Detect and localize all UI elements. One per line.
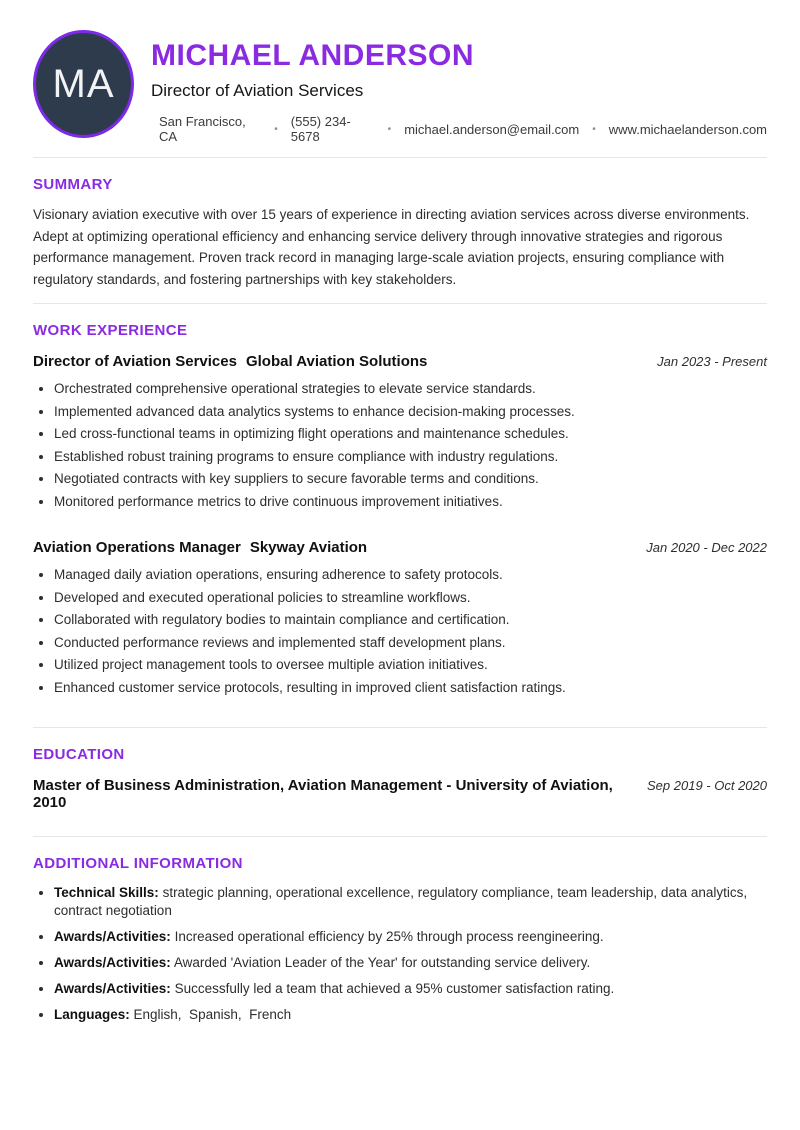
work-experience-heading: WORK EXPERIENCE xyxy=(33,322,188,339)
education-dates: Sep 2019 - Oct 2020 xyxy=(647,778,767,793)
summary-section xyxy=(33,176,767,290)
section-gap xyxy=(33,702,767,714)
section-divider xyxy=(33,727,767,728)
contact-website: www.michaelanderson.com xyxy=(608,121,767,137)
additional-info-item xyxy=(54,928,767,946)
additional-info-text: English, Spanish, French xyxy=(133,1007,292,1022)
bullet-item: • Led cross-functional teams in optimizing flight operations and maintenance schedules. xyxy=(54,426,767,442)
contact-email: michael.anderson@email.com xyxy=(404,121,580,137)
work-experience-section xyxy=(33,322,767,714)
job-header-row xyxy=(33,539,767,556)
summary-text: Visionary aviation executive with over 15 years of experience in directing aviation services across diverse environments. Adept at optimizing operational efficiency and enhancing service delivery through innovative strategies and rigorous performance management. Proven track record in managing large-scale aviation projects, ensuring compliance with regulatory standards, and fostering partnerships with key stakeholders. xyxy=(33,207,750,287)
section-divider xyxy=(33,303,767,304)
job-entry xyxy=(33,353,767,510)
bullet-item: • Implemented advanced data analytics systems to enhance decision-making processes. xyxy=(54,404,767,420)
section-divider xyxy=(33,157,767,158)
section-gap xyxy=(33,811,767,823)
additional-info-label: Awards/Activities: xyxy=(54,929,171,944)
additional-info-list xyxy=(33,884,767,1024)
additional-info-label: Technical Skills: xyxy=(54,885,159,900)
bullet-item: • Established robust training programs to ensure compliance with industry regulations. xyxy=(54,449,767,465)
job-bullet-list xyxy=(33,381,767,510)
job-company: Skyway Aviation xyxy=(249,539,368,556)
section-divider xyxy=(33,836,767,837)
avatar-initials: MA xyxy=(52,61,115,106)
bullet-item: • Conducted performance reviews and implemented staff development plans. xyxy=(54,635,767,651)
education-section xyxy=(33,746,767,823)
job-dates: Jan 2020 - Dec 2022 xyxy=(646,540,767,555)
contact-location: San Francisco, CA xyxy=(159,114,246,144)
additional-info-label: Languages: xyxy=(54,1007,130,1022)
additional-info-item xyxy=(54,1006,767,1024)
additional-info-item xyxy=(54,884,767,920)
additional-info-text: Increased operational efficiency by 25% through process reengineering. xyxy=(174,929,604,944)
contact-separator-dot: • xyxy=(592,123,596,135)
candidate-job-title: Director of Aviation Services xyxy=(151,81,364,100)
contact-separator-dot: • xyxy=(274,123,278,135)
job-title: Director of Aviation Services xyxy=(33,353,237,370)
bullet-item: • Enhanced customer service protocols, resulting in improved client satisfaction ratings. xyxy=(54,680,767,696)
job-title-company xyxy=(33,539,367,556)
additional-info-text: Successfully led a team that achieved a 95% customer satisfaction rating. xyxy=(174,981,615,996)
additional-info-label: Awards/Activities: xyxy=(54,955,171,970)
header-text-block xyxy=(134,30,767,144)
bullet-item: • Utilized project management tools to oversee multiple aviation initiatives. xyxy=(54,657,767,673)
additional-info-text: strategic planning, operational excellence, regulatory compliance, team leadership, data analytics, contract negotiation xyxy=(54,885,751,918)
contact-row xyxy=(151,114,767,144)
additional-information-section xyxy=(33,855,767,1024)
bullet-item: • Developed and executed operational policies to streamline workflows. xyxy=(54,590,767,606)
candidate-name: MICHAEL ANDERSON xyxy=(151,39,475,72)
contact-phone: (555) 234-5678 xyxy=(290,114,351,144)
jobs-gap xyxy=(33,516,767,525)
job-company: Global Aviation Solutions xyxy=(245,353,428,370)
job-dates: Jan 2023 - Present xyxy=(657,354,767,369)
resume-header xyxy=(33,30,767,144)
additional-info-item xyxy=(54,980,767,998)
bullet-item: • Orchestrated comprehensive operational strategies to elevate service standards. xyxy=(54,381,767,397)
bullet-item: • Negotiated contracts with key suppliers to secure favorable terms and conditions. xyxy=(54,471,767,487)
additional-information-heading: ADDITIONAL INFORMATION xyxy=(33,855,243,872)
job-bullet-list xyxy=(33,567,767,696)
bullet-item: • Managed daily aviation operations, ensuring adherence to safety protocols. xyxy=(54,567,767,583)
job-entry xyxy=(33,539,767,696)
additional-info-label: Awards/Activities: xyxy=(54,981,171,996)
contact-separator-dot: • xyxy=(387,123,392,135)
summary-heading: SUMMARY xyxy=(33,176,113,193)
education-entry xyxy=(33,777,767,811)
bullet-item: • Collaborated with regulatory bodies to maintain compliance and certification. xyxy=(54,612,767,628)
education-degree: Master of Business Administration, Aviation Management - University of Aviation, 2010 xyxy=(33,777,613,811)
job-header-row xyxy=(33,353,767,370)
job-title: Aviation Operations Manager xyxy=(33,539,241,556)
avatar xyxy=(33,30,134,138)
additional-info-item xyxy=(54,954,767,972)
education-heading: EDUCATION xyxy=(33,746,125,763)
bullet-item: • Monitored performance metrics to drive continuous improvement initiatives. xyxy=(54,494,767,510)
additional-info-text: Awarded 'Aviation Leader of the Year' for outstanding service delivery. xyxy=(173,955,591,970)
job-title-company xyxy=(33,353,427,370)
